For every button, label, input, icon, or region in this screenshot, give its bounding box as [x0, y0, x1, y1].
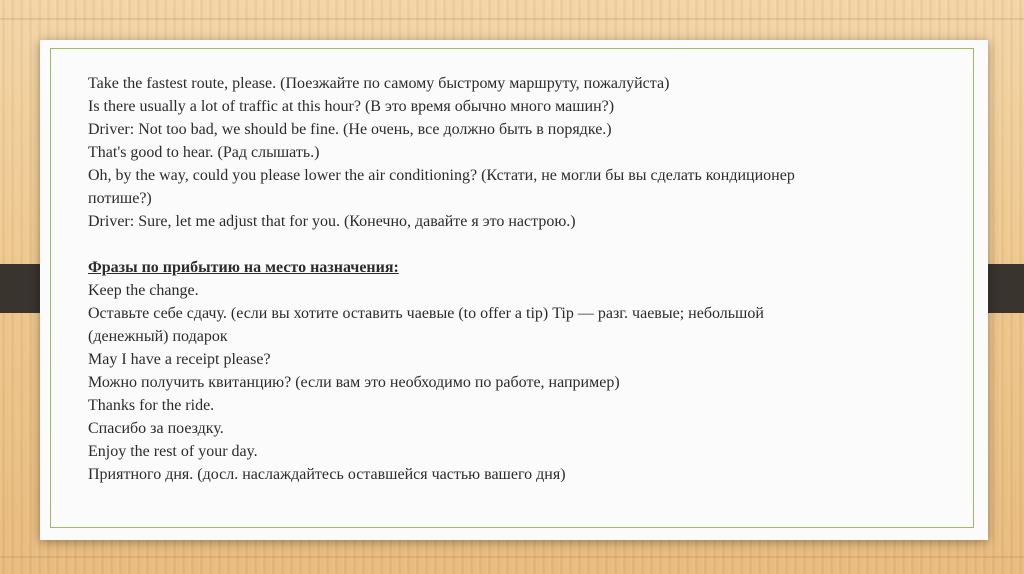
text-line: (денежный) подарок: [88, 328, 228, 345]
text-line: Keep the change.: [88, 282, 199, 299]
text-line: Enjoy the rest of your day.: [88, 443, 258, 460]
text-line: Driver: Sure, let me adjust that for you. (Конечно, давайте я это настрою.): [88, 213, 576, 230]
blank-line: [88, 233, 918, 256]
text-line: Take the fastest route, please. (Поезжайте по самому быстрому маршруту, пожалуйста): [88, 75, 670, 92]
text-line: May I have a receipt please?: [88, 351, 271, 368]
text-line: Thanks for the ride.: [88, 397, 215, 414]
text-line: That's good to hear. (Рад слышать.): [88, 144, 320, 161]
slide-text-block: [88, 72, 918, 486]
text-line: Oh, by the way, could you please lower the air conditioning? (Кстати, не могли бы вы сделать кондиционер: [88, 167, 795, 184]
text-line: Спасибо за поездку.: [88, 420, 224, 437]
text-line: Приятного дня. (досл. наслаждайтесь оставшейся частью вашего дня): [88, 466, 566, 483]
text-line: потише?): [88, 190, 152, 207]
text-line: Is there usually a lot of traffic at this hour? (В это время обычно много машин?): [88, 98, 615, 115]
wood-plank-line: [0, 18, 1024, 20]
text-line: Driver: Not too bad, we should be fine. (Не очень, все должно быть в порядке.): [88, 121, 612, 138]
wood-plank-line: [0, 556, 1024, 558]
text-line: Можно получить квитанцию? (если вам это необходимо по работе, например): [88, 374, 620, 391]
text-line: Оставьте себе сдачу. (если вы хотите оставить чаевые (to offer a tip) Tip — разг. чаевые; небольшой: [88, 305, 764, 322]
section-heading: Фразы по прибытию на место назначения:: [88, 259, 399, 276]
